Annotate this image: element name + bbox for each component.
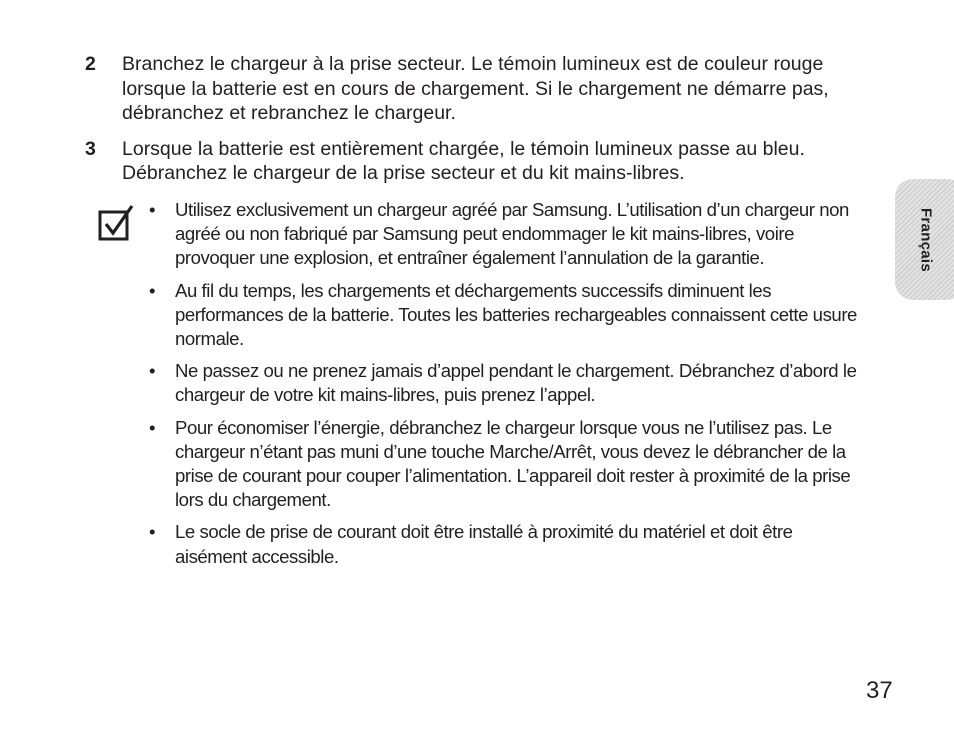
checkbox-note-icon	[97, 205, 135, 243]
note-text: Ne passez ou ne prenez jamais d’appel pendant le chargement. Débranchez d’abord le chargeur de votre kit mains-libres, puis prenez l’appel.	[175, 360, 857, 406]
step-number: 2	[85, 53, 96, 75]
note-item	[146, 416, 864, 513]
bullet: •	[149, 416, 156, 438]
language-tab-label: Français	[917, 207, 935, 273]
step-text: Branchez le chargeur à la prise secteur. Le témoin lumineux est de couleur rouge lorsque la batterie est en cours de chargement. Si le chargement ne démarre pas, débranchez et rebranchez le chargeur.	[122, 53, 829, 124]
bullet: •	[149, 360, 156, 382]
notes-list	[146, 198, 864, 577]
step-text: Lorsque la batterie est entièrement chargée, le témoin lumineux passe au bleu. Débranchez le chargeur de la prise secteur et du kit mains-libres.	[122, 137, 805, 184]
note-item	[146, 279, 864, 352]
bullet: •	[149, 279, 156, 301]
step-item	[85, 52, 875, 126]
note-text: Utilisez exclusivement un chargeur agréé par Samsung. L’utilisation d’un chargeur non agréé ou non fabriqué par Samsung peut endommager le kit mains-libres, voire provoquer une explosion, et entraîner également l’annulation de la garantie.	[175, 199, 849, 269]
page-number: 37	[866, 677, 893, 704]
note-text: Au fil du temps, les chargements et déchargements successifs diminuent les performances de la batterie. Toutes les batteries rechargeables connaissent cette usure normale.	[175, 279, 857, 350]
note-item	[146, 359, 864, 407]
note-text: Le socle de prise de courant doit être installé à proximité du matériel et doit être aisément accessible.	[175, 521, 793, 567]
bullet: •	[149, 521, 156, 543]
note-item	[146, 198, 864, 271]
step-number: 3	[85, 137, 96, 160]
instruction-steps	[85, 52, 875, 197]
step-item	[85, 137, 875, 186]
bullet: •	[149, 199, 156, 220]
note-text: Pour économiser l’énergie, débranchez le chargeur lorsque vous ne l’utilisez pas. Le chargeur n’étant pas muni d’une touche Marche/Arrêt, vous devez le débrancher de la prise de courant pour couper l’alimentation. L’appareil doit rester à proximité de la prise lors du chargement.	[175, 416, 851, 511]
note-item	[146, 520, 864, 568]
